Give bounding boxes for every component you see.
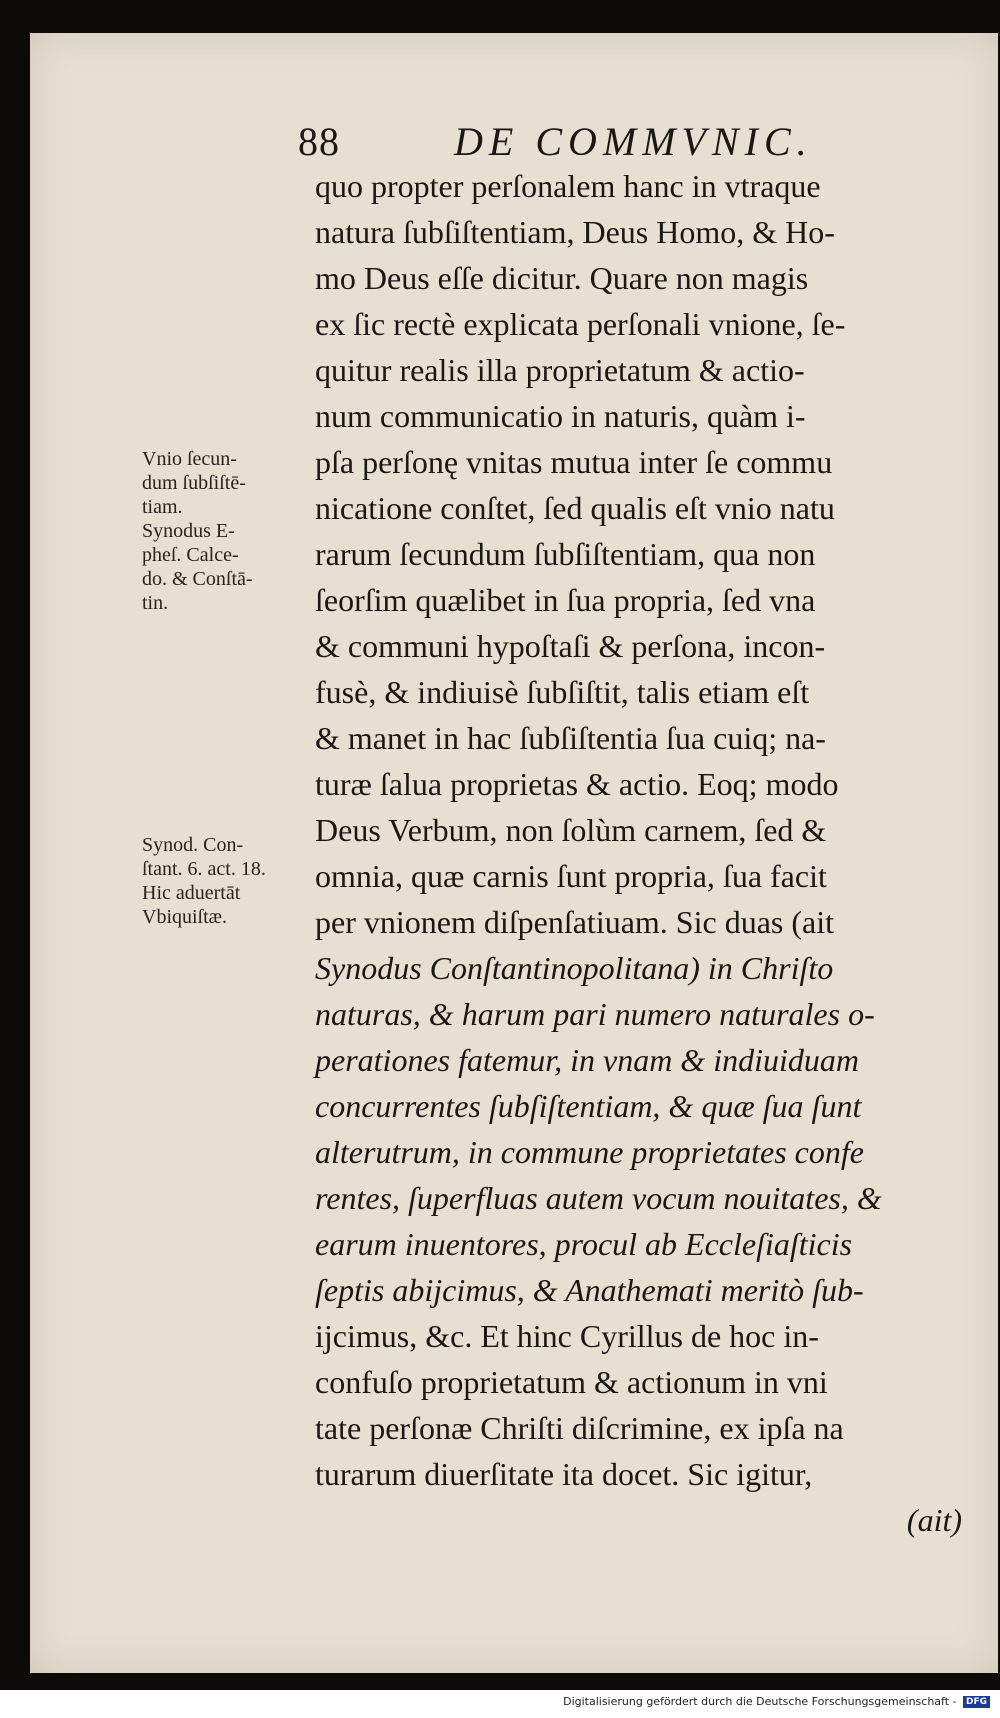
text-line: naturas, & harum pari numero naturales o- bbox=[315, 996, 875, 1032]
footer-credit bbox=[563, 1695, 990, 1708]
text-line: concurrentes ſubſiſtentiam, & quæ ſua ſunt bbox=[315, 1088, 862, 1124]
text-line: ſeorſim quælibet in ſua propria, ſed vna bbox=[315, 582, 816, 618]
text-line: rarum ſecundum ſubſiſtentiam, qua non bbox=[315, 536, 816, 572]
text-line: quo propter perſonalem hanc in vtraque bbox=[315, 168, 821, 204]
marginal-note-line: tiam. bbox=[142, 496, 183, 518]
text-line: fusè, & indiuisè ſubſiſtit, talis etiam eſt bbox=[315, 674, 810, 710]
marginal-note-line: ſtant. 6. act. 18. bbox=[142, 858, 266, 880]
text-line: confuſo proprietatum & actionum in vni bbox=[315, 1364, 828, 1400]
text-line: omnia, quæ carnis ſunt propria, ſua facit bbox=[315, 858, 827, 894]
marginal-note-union bbox=[142, 447, 312, 615]
text-line: Synodus Conſtantinopolitana) in Chriſto bbox=[315, 950, 834, 986]
marginal-note-line: Synodus E- bbox=[142, 520, 235, 542]
text-line: turarum diuerſitate ita docet. Sic igitur, bbox=[315, 1456, 813, 1492]
page-number: 88 bbox=[298, 119, 340, 164]
text-line: mo Deus eſſe dicitur. Quare non magis bbox=[315, 260, 809, 296]
text-line: & communi hypoſtaſi & perſona, incon- bbox=[315, 628, 826, 664]
text-line: ſeptis abijcimus, & Anathemati meritò ſub- bbox=[315, 1272, 864, 1308]
body-text bbox=[315, 163, 970, 1543]
running-head: DE COMMVNIC. bbox=[454, 119, 813, 164]
marginal-note-synod bbox=[142, 833, 312, 929]
text-line: natura ſubſiſtentiam, Deus Homo, & Ho- bbox=[315, 214, 835, 250]
marginal-note-line: Synod. Con- bbox=[142, 834, 244, 856]
text-line: alterutrum, in commune proprietates confe bbox=[315, 1134, 864, 1170]
text-line: Deus Verbum, non ſolùm carnem, ſed & bbox=[315, 812, 827, 848]
text-line: tate perſonæ Chriſti diſcrimine, ex ipſa na bbox=[315, 1410, 844, 1446]
text-line: & manet in hac ſubſiſtentia ſua cuiq; na- bbox=[315, 720, 826, 756]
text-line: ijcimus, &c. Et hinc Cyrillus de hoc in- bbox=[315, 1318, 819, 1354]
text-line: turæ ſalua proprietas & actio. Eoq; modo bbox=[315, 766, 839, 802]
text-line: pſa perſonę vnitas mutua inter ſe commu bbox=[315, 444, 833, 480]
marginal-note-line: Vbiquiſtæ. bbox=[142, 906, 228, 928]
text-line: per vnionem diſpenſatiuam. Sic duas (ait bbox=[315, 904, 834, 940]
marginal-note-line: tin. bbox=[142, 592, 169, 614]
marginal-note-line: Vnio ſecun- bbox=[142, 448, 237, 470]
text-line: quitur realis illa proprietatum & actio- bbox=[315, 352, 805, 388]
text-line: nicatione conſtet, ſed qualis eſt vnio natu bbox=[315, 490, 835, 526]
dfg-logo: DFG bbox=[963, 1696, 990, 1708]
marginal-note-line: dum ſubſiſtē- bbox=[142, 472, 246, 494]
text-line: ex ſic rectè explicata perſonali vnione, ſe- bbox=[315, 306, 846, 342]
text-line: perationes fatemur, in vnam & indiuiduam bbox=[315, 1042, 859, 1078]
text-line: rentes, ſuperfluas autem vocum nouitates, & bbox=[315, 1180, 882, 1216]
text-line: num communicatio in naturis, quàm i- bbox=[315, 398, 806, 434]
text-line: earum inuentores, procul ab Eccleſiaſticis bbox=[315, 1226, 853, 1262]
text-line: (ait) bbox=[906, 1502, 962, 1538]
marginal-note-line: pheſ. Calce- bbox=[142, 544, 239, 566]
marginal-note-line: do. & Conſtā- bbox=[142, 568, 253, 590]
page-header bbox=[298, 118, 898, 168]
marginal-note-line: Hic aduertāt bbox=[142, 882, 241, 904]
footer-text: Digitalisierung gefördert durch die Deutsche Forschungsgemeinschaft - bbox=[563, 1695, 957, 1708]
